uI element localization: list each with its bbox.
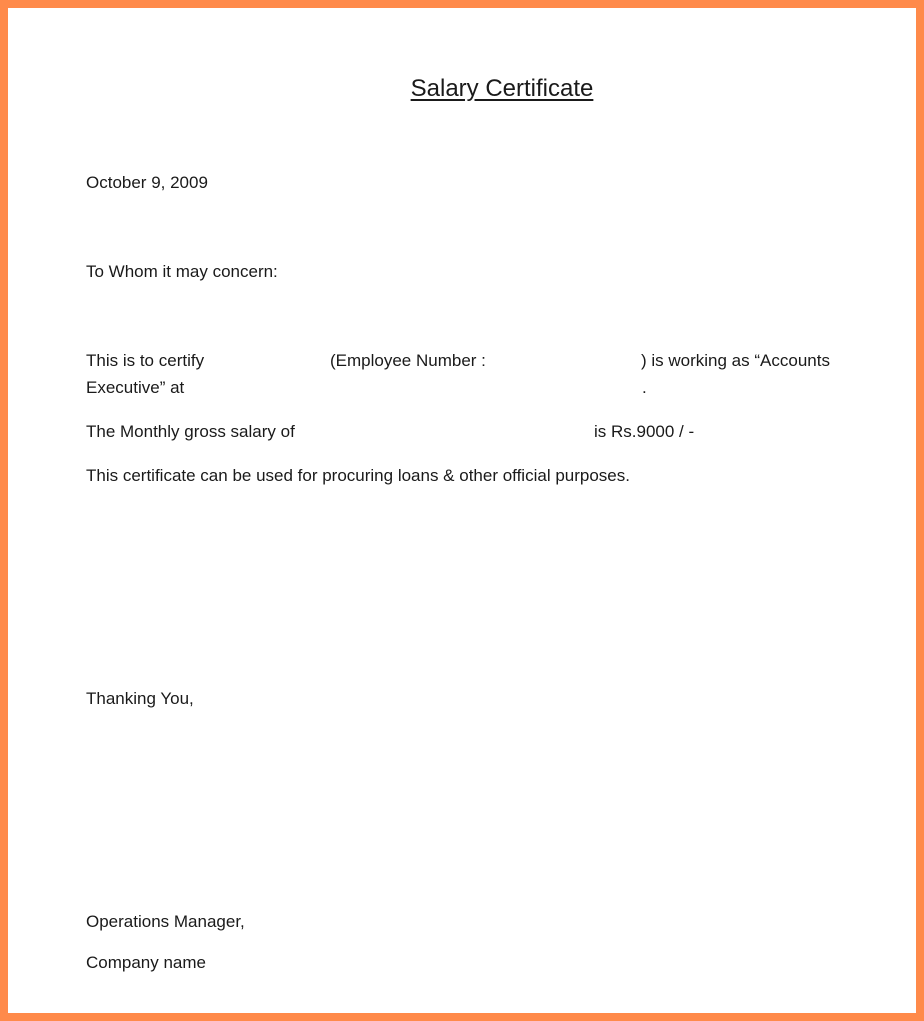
- closing-text: Thanking You,: [86, 689, 194, 708]
- sentence-period: .: [642, 378, 647, 397]
- document-title: [8, 75, 916, 103]
- certify-text-start: This is to certify: [86, 351, 205, 370]
- title-text: Salary Certificate: [410, 75, 594, 102]
- employee-number-label: (Employee Number :: [330, 351, 486, 370]
- company-name: Company name: [86, 953, 207, 972]
- salary-text-start: The Monthly gross salary of: [86, 422, 295, 441]
- designation-text: ) is working as “Accounts: [641, 351, 830, 370]
- signatory-title: Operations Manager,: [86, 912, 245, 931]
- salary-amount: is Rs.9000 / -: [594, 422, 695, 441]
- purpose-text: This certificate can be used for procuring loans & other official purposes.: [86, 466, 630, 485]
- salutation-text: To Whom it may concern:: [86, 262, 278, 281]
- date-text: October 9, 2009: [86, 173, 208, 192]
- designation-continuation: Executive” at: [86, 378, 185, 397]
